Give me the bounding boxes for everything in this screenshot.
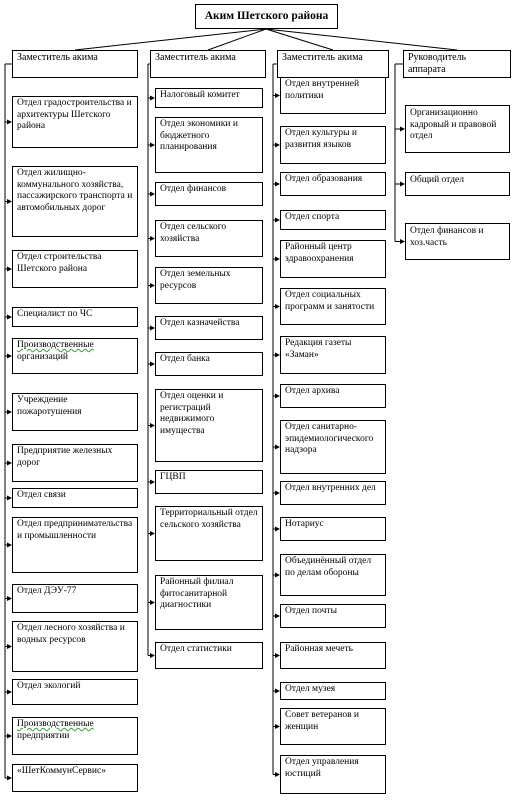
unit-col1-6: [12, 393, 138, 431]
unit-col4-2: [405, 172, 510, 196]
unit-col1-3-label: Отдел строительства Шетского района: [17, 252, 102, 274]
unit-col2-8: [155, 389, 263, 462]
unit-col3-10-label: Отдел внутренних дел: [285, 483, 376, 493]
unit-col1-10: [12, 584, 138, 613]
unit-col3-12: [280, 554, 386, 596]
unit-col3-8: [280, 384, 386, 408]
unit-col3-4: [280, 210, 386, 230]
unit-col2-4: [155, 220, 263, 257]
unit-col1-6-label: Учреждение пожаротушения: [17, 395, 82, 417]
unit-col3-13: [280, 604, 386, 628]
unit-col3-4-label: Отдел спорта: [285, 212, 340, 222]
unit-col1-4: [12, 307, 138, 327]
unit-col1-1: [12, 96, 138, 148]
unit-col3-7: [280, 336, 386, 374]
column-head-3: [277, 50, 389, 78]
unit-col3-6-label: Отдел социальных программ и занятости: [285, 290, 375, 312]
unit-col2-11: [155, 575, 263, 630]
unit-col3-12-label: Объединённый отдел по делам обороны: [285, 556, 372, 578]
unit-col3-15: [280, 682, 386, 700]
unit-col1-14-label: «ШетКоммунСервис»: [17, 766, 106, 776]
unit-col3-1: [280, 77, 386, 114]
unit-col4-3-label: Отдел финансов и хоз.часть: [410, 226, 484, 248]
unit-col2-1: [155, 88, 263, 108]
unit-col1-5: [12, 338, 138, 374]
chart-title-text: Аким Шетского района: [204, 10, 329, 23]
unit-col1-3: [12, 250, 138, 288]
unit-col2-10-label: Территориальный отдел сельского хозяйства: [160, 508, 258, 530]
unit-col2-9: [155, 470, 263, 494]
connector-title-to-head-4: [266, 29, 457, 50]
unit-col1-8-label: Отдел связи: [17, 490, 66, 500]
column-head-2: [150, 50, 266, 78]
unit-col3-14-label: Районная мечеть: [285, 644, 353, 654]
unit-col3-3: [280, 172, 386, 196]
unit-col3-11-label: Нотариус: [285, 519, 324, 529]
unit-col1-7: [12, 444, 138, 482]
unit-col3-17: [280, 755, 386, 794]
unit-col2-2-label: Отдел экономики и бюджетного планирования: [160, 119, 238, 153]
unit-col3-3-label: Отдел образования: [285, 174, 363, 184]
unit-col3-2-label: Отдел культуры и развития языков: [285, 128, 357, 150]
column-head-4: [403, 50, 511, 78]
unit-col2-3: [155, 182, 263, 206]
unit-col1-5-label-first-word: Производственные: [17, 340, 94, 350]
unit-col4-1-label: Организационно кадровый и правовой отдел: [410, 108, 497, 142]
unit-col3-13-label: Отдел почты: [285, 606, 337, 616]
unit-col1-12-label: Отдел экологий: [17, 681, 81, 691]
unit-col2-10: [155, 506, 263, 561]
unit-col1-9-label: Отдел предпринимательства и промышленности: [17, 519, 133, 541]
unit-col2-1-label: Налоговый комитет: [160, 90, 240, 100]
unit-col4-1: [405, 105, 510, 153]
unit-col1-12: [12, 679, 138, 705]
column-head-1: [12, 50, 138, 78]
unit-col1-11-label: Отдел лесного хозяйства и водных ресурсов: [17, 623, 125, 645]
unit-col3-5-label: Районный центр здравоохранения: [285, 242, 354, 264]
unit-col2-6-label: Отдел казначейства: [160, 318, 240, 328]
unit-col4-2-label: Общий отдел: [410, 175, 464, 185]
unit-col3-17-label: Отдел управления юстиций: [285, 757, 359, 779]
unit-col3-6: [280, 288, 386, 325]
unit-col1-13-label: Производственные предприятии: [17, 719, 94, 741]
unit-col1-11: [12, 621, 138, 672]
unit-col2-7-label: Отдел банка: [160, 354, 210, 364]
unit-col2-12-label: Отдел статистики: [160, 644, 232, 654]
unit-col3-15-label: Отдел музея: [285, 684, 336, 694]
chart-title-akim: [195, 4, 338, 29]
column-head-4-label: Руководитель аппарата: [408, 52, 467, 76]
unit-col2-4-label: Отдел сельского хозяйства: [160, 222, 227, 244]
unit-col1-1-label: Отдел градостроительства и архитектуры Шетского района: [17, 98, 132, 132]
column-head-1-label: Заместитель акима: [17, 52, 98, 63]
unit-col2-6: [155, 316, 263, 340]
unit-col2-8-label: Отдел оценки и регистраций недвижимого имущества: [160, 391, 224, 436]
unit-col3-10: [280, 481, 386, 505]
unit-col1-10-label: Отдел ДЭУ-77: [17, 586, 77, 596]
unit-col2-9-label: ГЦВП: [160, 472, 186, 482]
unit-col3-11: [280, 517, 386, 541]
unit-col1-13: [12, 717, 138, 755]
unit-col2-12: [155, 642, 263, 669]
unit-col1-14: [12, 764, 138, 792]
unit-col1-9: [12, 517, 138, 573]
unit-col3-16: [280, 708, 386, 745]
unit-col2-5: [155, 267, 263, 304]
unit-col4-3: [405, 223, 510, 260]
unit-col3-9: [280, 420, 386, 474]
unit-col3-14: [280, 642, 386, 669]
column-head-2-label: Заместитель акима: [155, 52, 236, 63]
unit-col3-7-label: Редакция газеты «Заман»: [285, 338, 352, 360]
unit-col3-5: [280, 240, 386, 278]
connector-title-to-head-3: [266, 29, 333, 50]
unit-col3-2: [280, 126, 386, 164]
unit-col1-2-label: Отдел жилищно-коммунального хозяйства, пассажирского транспорта и автомобильных дорог: [17, 168, 133, 213]
unit-col1-8: [12, 488, 138, 508]
unit-col3-8-label: Отдел архива: [285, 386, 340, 396]
unit-col2-2: [155, 117, 263, 173]
unit-col2-7: [155, 352, 263, 376]
unit-col2-3-label: Отдел финансов: [160, 184, 227, 194]
unit-col3-9-label: Отдел санитарно-эпидемиологического надзора: [285, 422, 374, 456]
unit-col2-11-label: Районный филиал фитосанитарной диагностики: [160, 577, 234, 611]
unit-col1-7-label: Предприятие железных дорог: [17, 446, 113, 468]
unit-col1-13-label-first-word: Производственные: [17, 719, 94, 729]
unit-col1-2: [12, 166, 138, 237]
column-head-3-label: Заместитель акима: [282, 52, 363, 63]
unit-col1-4-label: Специалист по ЧС: [17, 309, 93, 319]
unit-col3-1-label: Отдел внутренней политики: [285, 79, 360, 101]
unit-col1-5-label: Производственные организаций: [17, 340, 94, 362]
unit-col3-16-label: Совет ветеранов и женщин: [285, 710, 360, 732]
unit-col2-5-label: Отдел земельных ресурсов: [160, 269, 231, 291]
